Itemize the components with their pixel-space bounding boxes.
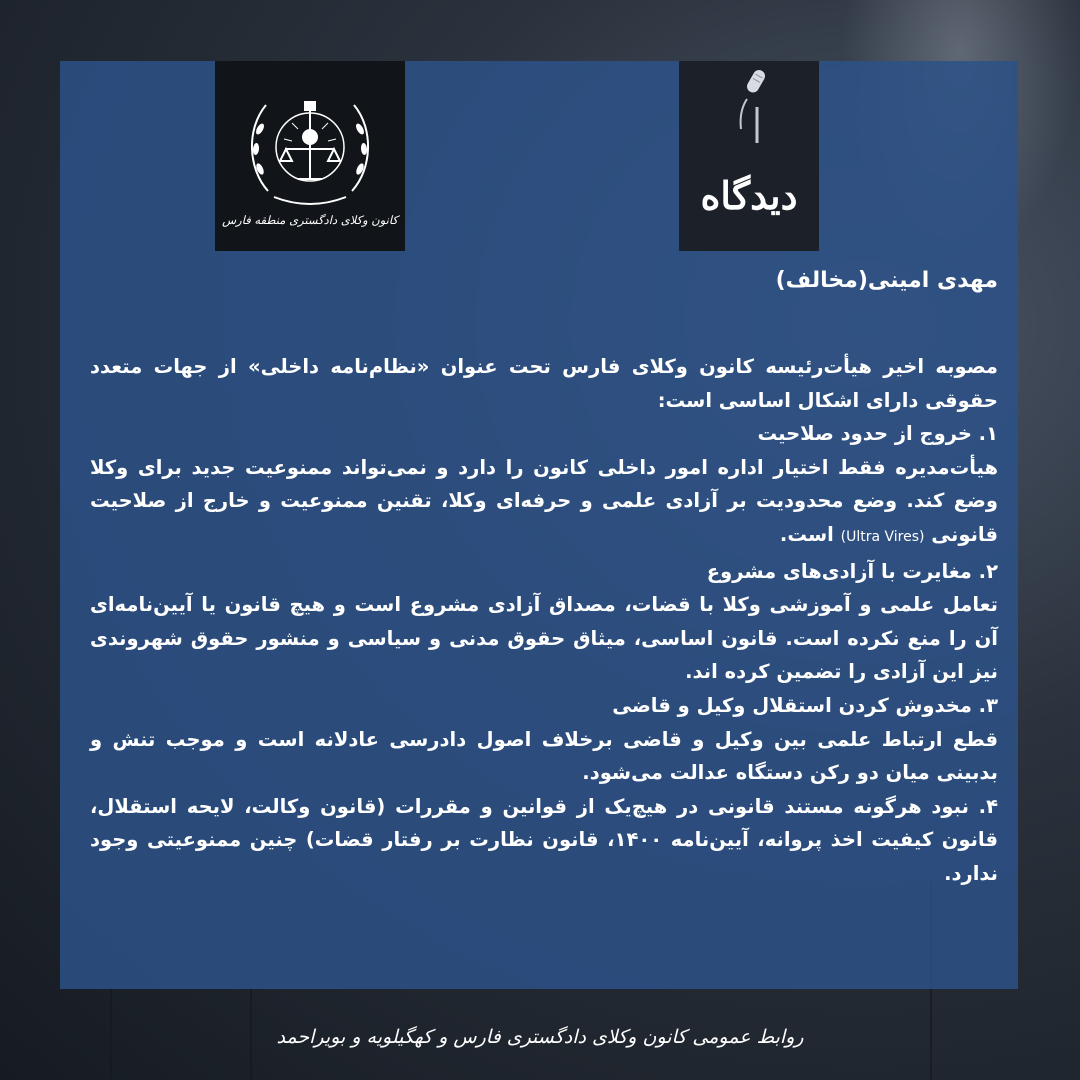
section-4-body: ۴. نبود هرگونه مستند قانونی در هیچ‌یک از قوانین و مقررات (قانون وکالت، لایحه استقلال، قانون کیفیت اخذ پروانه، آیین‌نامه ۱۴۰۰، قانون نظارت بر رفتار قضات) چنین ممنوعیتی وجود ندارد.: [90, 794, 998, 885]
section-3-body: قطع ارتباط علمی بین وکیل و قاضی برخلاف اصول دادرسی عادلانه است و موجب تنش و بدبینی میان دو رکن دستگاه عدالت می‌شود.: [90, 727, 998, 785]
article-body: [90, 350, 998, 891]
section-2-title: ۲. مغایرت با آزادی‌های مشروع: [706, 559, 998, 583]
author-name: مهدی امینی(مخالف): [775, 268, 998, 293]
footer-credit: روابط عمومی کانون وکلای دادگستری فارس و کهگیلویه و بویراحمد: [276, 1026, 804, 1048]
section-3-title: ۳. مخدوش کردن استقلال وکیل و قاضی: [612, 693, 998, 717]
logo-caption: کانون وکلای دادگستری منطقه فارس: [222, 213, 398, 227]
section-1-text-a: هیأت‌مدیره فقط اختیار اداره امور داخلی کانون را دارد و نمی‌تواند ممنوعیت جدید برای وکلا وضع کند. وضع محدودیت بر آزادی علمی و حرفه‌ای وکلا، تقنین ممنوعیت و خارج از صلاحیت قانونی: [90, 455, 998, 546]
bar-association-logo: [215, 61, 405, 251]
title-box: [679, 61, 819, 251]
scales-of-justice-emblem-icon: [240, 79, 380, 219]
ultra-vires-term: (Ultra Vires): [840, 528, 925, 545]
section-1-body: [90, 451, 998, 555]
microphone-icon: [729, 67, 773, 147]
section-1-text-b: است.: [779, 522, 834, 546]
section-1-title: ۱. خروج از حدود صلاحیت: [757, 422, 998, 446]
section-2-body: تعامل علمی و آموزشی وکلا با قضات، مصداق آزادی مشروع است و هیچ قانون یا آیین‌نامه‌ای آن را منع نکرده است. قانون اساسی، میثاق حقوق مدنی و سیاسی و منشور حقوق شهروندی نیز این آزادی را تضمین کرده اند.: [90, 593, 998, 684]
page-title: دیدگاه: [700, 173, 798, 218]
intro-paragraph: مصوبه اخیر هیأت‌رئیسه کانون وکلای فارس تحت عنوان «نظام‌نامه داخلی» از جهات متعدد حقوقی دارای اشکال اساسی است:: [90, 355, 998, 412]
